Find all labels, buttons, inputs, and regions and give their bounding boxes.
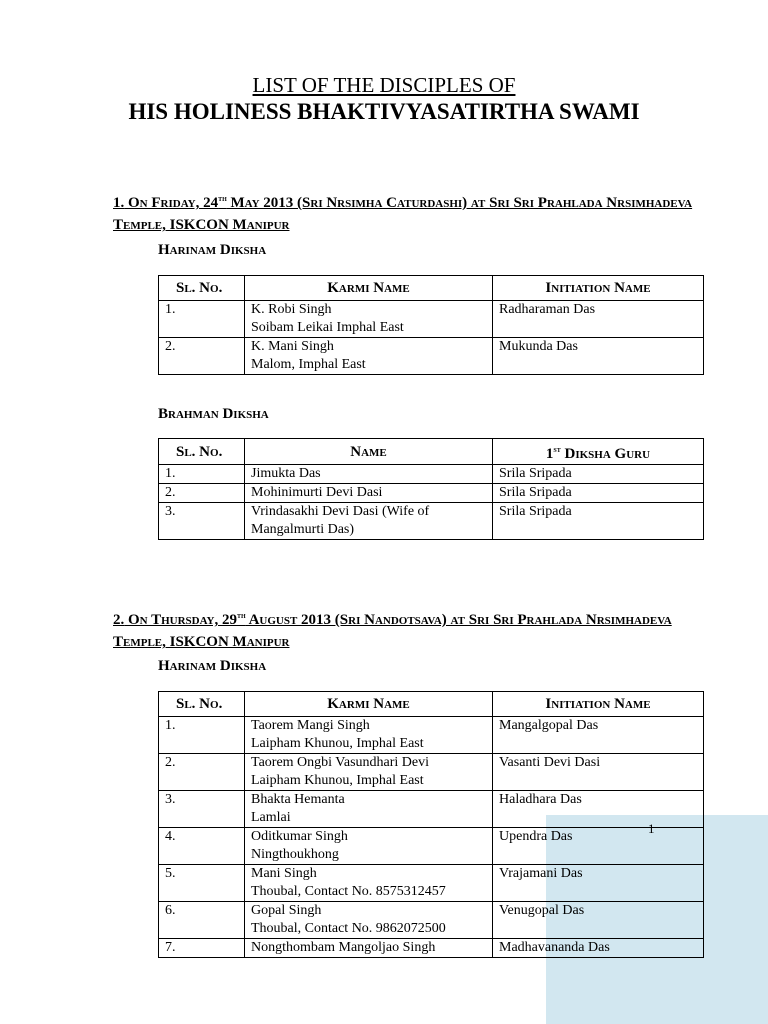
person-address: Thoubal, Contact No. 9862072500 xyxy=(251,921,446,936)
cell-slno: 6. xyxy=(159,902,245,939)
cell-diksha-guru: Srila Sripada xyxy=(493,465,704,484)
person-name: Jimukta Das xyxy=(251,466,321,481)
col-header-initiation-name: Initiation Name xyxy=(493,276,704,301)
table-row xyxy=(159,865,704,902)
cell-slno: 1. xyxy=(159,465,245,484)
cell-initiation-name: Radharaman Das xyxy=(493,301,704,338)
table-row xyxy=(159,828,704,865)
person-name: Mohinimurti Devi Dasi xyxy=(251,485,383,500)
person-name: K. Mani Singh xyxy=(251,339,334,354)
person-name: Mani Singh xyxy=(251,866,317,881)
person-address: Malom, Imphal East xyxy=(251,357,366,372)
cell-initiation-name: Upendra Das xyxy=(493,828,704,865)
section1-brahman-table xyxy=(158,438,704,540)
table-row xyxy=(159,754,704,791)
section1-number: 1. xyxy=(113,195,125,211)
col-header-karmi-name: Karmi Name xyxy=(245,692,493,717)
section2-number: 2. xyxy=(113,612,125,628)
cell-slno: 1. xyxy=(159,717,245,754)
cell-name xyxy=(245,484,493,503)
col-header-karmi-name: Karmi Name xyxy=(245,276,493,301)
person-name: Taorem Ongbi Vasundhari Devi xyxy=(251,755,430,770)
col-header-initiation-name: Initiation Name xyxy=(493,692,704,717)
section1-heading: 1. On Friday, 24th May 2013 (Sri Nrsimha Caturdashi) at Sri Sri Prahlada Nrsimhadeva Temple, ISKCON Manipur xyxy=(113,193,693,233)
cell-slno: 2. xyxy=(159,338,245,375)
cell-initiation-name: Haladhara Das xyxy=(493,791,704,828)
cell-initiation-name: Madhavananda Das xyxy=(493,939,704,958)
person-name: Bhakta Hemanta xyxy=(251,792,345,807)
section2-harinam-label: Harinam Diksha xyxy=(158,658,267,674)
cell-initiation-name: Vrajamani Das xyxy=(493,865,704,902)
cell-diksha-guru: Srila Sripada xyxy=(493,503,704,540)
section1-harinam-table xyxy=(158,275,704,375)
person-address: Laipham Khunou, Imphal East xyxy=(251,736,424,751)
person-name: Taorem Mangi Singh xyxy=(251,718,370,733)
section1-harinam-label: Harinam Diksha xyxy=(158,242,267,258)
cell-name xyxy=(245,338,493,375)
cell-name xyxy=(245,465,493,484)
table-header-row xyxy=(159,439,704,465)
cell-name xyxy=(245,939,493,958)
col-header-slno: Sl. No. xyxy=(159,276,245,301)
table-row xyxy=(159,902,704,939)
col-header-slno: Sl. No. xyxy=(159,439,245,465)
cell-name xyxy=(245,503,493,540)
table-row xyxy=(159,717,704,754)
cell-initiation-name: Mangalgopal Das xyxy=(493,717,704,754)
page-title-line2: HIS HOLINESS BHAKTIVYASATIRTHA SWAMI xyxy=(128,99,640,124)
cell-name xyxy=(245,828,493,865)
cell-diksha-guru: Srila Sripada xyxy=(493,484,704,503)
col-header-diksha-guru: 1st Diksha Guru xyxy=(493,439,704,465)
table-row xyxy=(159,503,704,540)
page-number: 1 xyxy=(648,821,655,836)
person-name: Gopal Singh xyxy=(251,903,322,918)
cell-slno: 1. xyxy=(159,301,245,338)
section2-heading: 2. On Thursday, 29th August 2013 (Sri Nandotsava) at Sri Sri Prahlada Nrsimhadeva Temple, ISKCON Manipur xyxy=(113,610,672,650)
section2-harinam-table xyxy=(158,691,704,958)
cell-slno: 3. xyxy=(159,503,245,540)
col-header-slno: Sl. No. xyxy=(159,692,245,717)
person-name: Vrindasakhi Devi Dasi (Wife of Mangalmurti Das) xyxy=(251,504,430,537)
cell-name xyxy=(245,791,493,828)
cell-slno: 5. xyxy=(159,865,245,902)
table-row xyxy=(159,484,704,503)
cell-slno: 3. xyxy=(159,791,245,828)
person-name: Nongthombam Mangoljao Singh xyxy=(251,940,436,955)
table-header-row xyxy=(159,276,704,301)
table-row xyxy=(159,791,704,828)
page-title-line1: LIST OF THE DISCIPLES OF xyxy=(252,73,516,97)
person-name: K. Robi Singh xyxy=(251,302,332,317)
person-name: Oditkumar Singh xyxy=(251,829,348,844)
cell-name xyxy=(245,865,493,902)
person-address: Soibam Leikai Imphal East xyxy=(251,320,404,335)
table-row xyxy=(159,338,704,375)
table-row xyxy=(159,301,704,338)
cell-name xyxy=(245,717,493,754)
cell-initiation-name: Mukunda Das xyxy=(493,338,704,375)
person-address: Thoubal, Contact No. 8575312457 xyxy=(251,884,446,899)
cell-initiation-name: Venugopal Das xyxy=(493,902,704,939)
person-address: Ningthoukhong xyxy=(251,847,339,862)
cell-slno: 4. xyxy=(159,828,245,865)
col-header-name: Name xyxy=(245,439,493,465)
person-address: Lamlai xyxy=(251,810,291,825)
person-address: Laipham Khunou, Imphal East xyxy=(251,773,424,788)
section1-brahman-label: Brahman Diksha xyxy=(158,406,269,422)
cell-slno: 2. xyxy=(159,754,245,791)
table-row xyxy=(159,939,704,958)
cell-name xyxy=(245,301,493,338)
table-header-row xyxy=(159,692,704,717)
cell-slno: 7. xyxy=(159,939,245,958)
cell-name xyxy=(245,902,493,939)
cell-name xyxy=(245,754,493,791)
cell-initiation-name: Vasanti Devi Dasi xyxy=(493,754,704,791)
table-row xyxy=(159,465,704,484)
cell-slno: 2. xyxy=(159,484,245,503)
